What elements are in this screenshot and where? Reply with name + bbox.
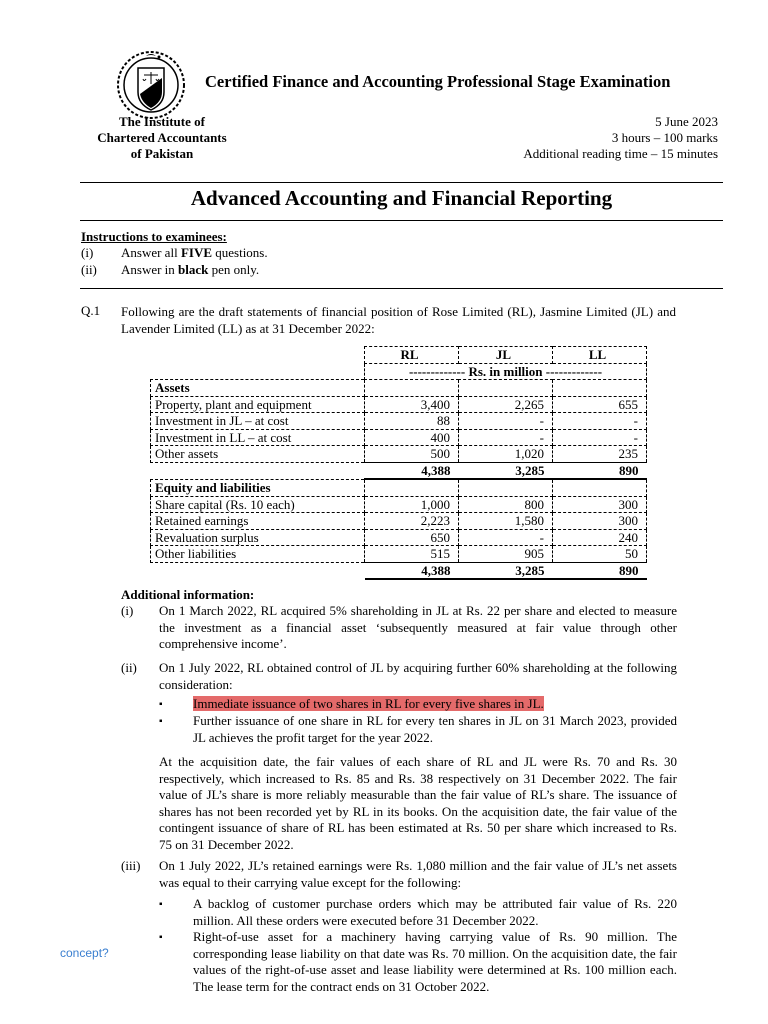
- cell-value: 400: [365, 429, 459, 446]
- total-value: 3,285: [459, 562, 553, 579]
- row-label: Investment in LL – at cost: [151, 429, 365, 446]
- total-value: 890: [553, 462, 647, 479]
- total-value: 4,388: [365, 562, 459, 579]
- cell-value: 240: [553, 529, 647, 546]
- cell-value: 905: [459, 546, 553, 563]
- instructions-title: Instructions to examinees:: [81, 229, 227, 244]
- instruction-number: (i): [81, 245, 94, 260]
- exam-duration: 3 hours – 100 marks: [611, 130, 718, 145]
- divider: [80, 288, 723, 289]
- table-row: [151, 546, 647, 563]
- instruction-item: [81, 262, 259, 278]
- additional-info-title: Additional information:: [121, 587, 255, 602]
- cell-value: -: [459, 529, 553, 546]
- total-value: 890: [553, 562, 647, 579]
- cell-value: 2,265: [459, 396, 553, 413]
- table-row: [151, 513, 647, 530]
- bullet-text: [193, 696, 677, 713]
- question-number: Q.1: [81, 303, 101, 318]
- exam-date: 5 June 2023: [655, 114, 718, 129]
- institute-line: of Pakistan: [130, 146, 194, 161]
- cell-value: 515: [365, 546, 459, 563]
- cell-value: 300: [553, 496, 647, 513]
- column-header: LL: [553, 347, 647, 364]
- info-paragraph: On 1 July 2022, RL obtained control of JL by acquiring further 60% shareholding at the following consideration:: [159, 660, 677, 692]
- cell-value: -: [553, 429, 647, 446]
- reading-time: Additional reading time – 15 minutes: [523, 146, 718, 161]
- cell-value: 300: [553, 513, 647, 530]
- instruction-text: Answer in: [121, 262, 179, 277]
- item-number: (iii): [121, 858, 141, 873]
- divider: [80, 220, 723, 221]
- section-heading-row: [151, 380, 647, 397]
- unit-row: [151, 363, 647, 380]
- financial-position-table: [150, 346, 647, 580]
- total-value: 3,285: [459, 462, 553, 479]
- instruction-text: pen only.: [208, 262, 260, 277]
- section-heading-row: [151, 479, 647, 496]
- table-row: [151, 429, 647, 446]
- bullet-text: Further issuance of one share in RL for every ten shares in JL on 31 March 2023, provided JL achieves the profit target for the year 2022.: [193, 713, 677, 745]
- info-paragraph: On 1 July 2022, JL’s retained earnings were Rs. 1,080 million and the fair value of JL’s net assets was equal to their carrying value except for the following:: [159, 858, 677, 890]
- table-row: [151, 413, 647, 430]
- cell-value: 1,580: [459, 513, 553, 530]
- row-label: Investment in JL – at cost: [151, 413, 365, 430]
- total-row: [151, 462, 647, 479]
- table-row: [151, 446, 647, 463]
- cell-value: 650: [365, 529, 459, 546]
- bullet-marker: ▪: [159, 716, 163, 727]
- table-header-row: [151, 347, 647, 364]
- cell-value: 1,000: [365, 496, 459, 513]
- question-text: Following are the draft statements of financial position of Rose Limited (RL), Jasmine Limited (JL) and Lavender Limited (LL) as at 31 December 2022:: [121, 304, 676, 336]
- cell-value: 655: [553, 396, 647, 413]
- divider: [80, 182, 723, 183]
- item-number: (i): [121, 603, 134, 618]
- margin-annotation: concept?: [60, 946, 109, 960]
- instruction-emphasis: FIVE: [180, 245, 212, 260]
- table-row: [151, 396, 647, 413]
- item-number: (ii): [121, 660, 137, 675]
- cell-value: 3,400: [365, 396, 459, 413]
- bullet-marker: ▪: [159, 699, 163, 710]
- unit-label: ------------- Rs. in million -------------: [365, 363, 647, 380]
- column-header: JL: [459, 347, 553, 364]
- exam-details: [523, 114, 718, 162]
- total-row: [151, 562, 647, 579]
- cell-value: -: [459, 413, 553, 430]
- bullet-marker: ▪: [159, 899, 163, 910]
- institute-line: Chartered Accountants: [97, 130, 227, 145]
- institute-name: [72, 114, 252, 162]
- bullet-text: Right-of-use asset for a machinery having carrying value of Rs. 90 million. The corresponding lease liability on that date was Rs. 70 million. On the acquisition date, the fair values of the right-of-use asset and lease liability were determined at Rs. 100 million each. The lease term for the contract ends on 31 October 2022.: [193, 929, 677, 994]
- bullet-marker: ▪: [159, 932, 163, 943]
- row-label: Property, plant and equipment: [151, 396, 365, 413]
- instruction-text: Answer all: [121, 245, 181, 260]
- bullet-text: A backlog of customer purchase orders which may be attributed fair value of Rs. 220 million. All these orders were executed before 31 December 2022.: [193, 896, 677, 928]
- instruction-emphasis: black: [178, 262, 209, 277]
- row-label: Share capital (Rs. 10 each): [151, 496, 365, 513]
- row-label: Revaluation surplus: [151, 529, 365, 546]
- info-paragraph: At the acquisition date, the fair values of each share of RL and JL were Rs. 70 and Rs. 30 respectively, which increased to Rs. 85 and Rs. 38 respectively on 31 December 2022. The fair value of JL’s share is more reliably measurable than the fair value of RL’s share. The issuance of shares has not been recorded yet by RL in its books. On the acquisition date, the fair value of the contingent issuance of share of RL has been estimated at Rs. 50 per share which increased to Rs. 75 on 31 December 2022.: [159, 754, 677, 852]
- instruction-text: questions.: [212, 245, 268, 260]
- info-paragraph: On 1 March 2022, RL acquired 5% shareholding in JL at Rs. 22 per share and elected to measure the investment as a financial asset ‘subsequently measured at fair value through other comprehensive income’.: [159, 603, 677, 651]
- subject-title: Advanced Accounting and Financial Reporting: [190, 186, 613, 210]
- exam-title: Certified Finance and Accounting Professional Stage Examination: [205, 72, 671, 91]
- cell-value: 800: [459, 496, 553, 513]
- instruction-item: [81, 245, 268, 261]
- icap-crest-logo: [116, 50, 186, 120]
- instruction-number: (ii): [81, 262, 97, 277]
- table-row: [151, 529, 647, 546]
- table-row: [151, 496, 647, 513]
- cell-value: 500: [365, 446, 459, 463]
- section-heading: Equity and liabilities: [151, 479, 365, 496]
- cell-value: 2,223: [365, 513, 459, 530]
- row-label: Retained earnings: [151, 513, 365, 530]
- cell-value: -: [553, 413, 647, 430]
- total-value: 4,388: [365, 462, 459, 479]
- cell-value: 235: [553, 446, 647, 463]
- cell-value: 50: [553, 546, 647, 563]
- cell-value: 88: [365, 413, 459, 430]
- highlighted-text: Immediate issuance of two shares in RL for every five shares in JL.: [193, 696, 544, 711]
- cell-value: 1,020: [459, 446, 553, 463]
- column-header: RL: [365, 347, 459, 364]
- section-heading: Assets: [151, 380, 365, 397]
- row-label: Other assets: [151, 446, 365, 463]
- institute-line: The Institute of: [119, 114, 205, 129]
- cell-value: -: [459, 429, 553, 446]
- row-label: Other liabilities: [151, 546, 365, 563]
